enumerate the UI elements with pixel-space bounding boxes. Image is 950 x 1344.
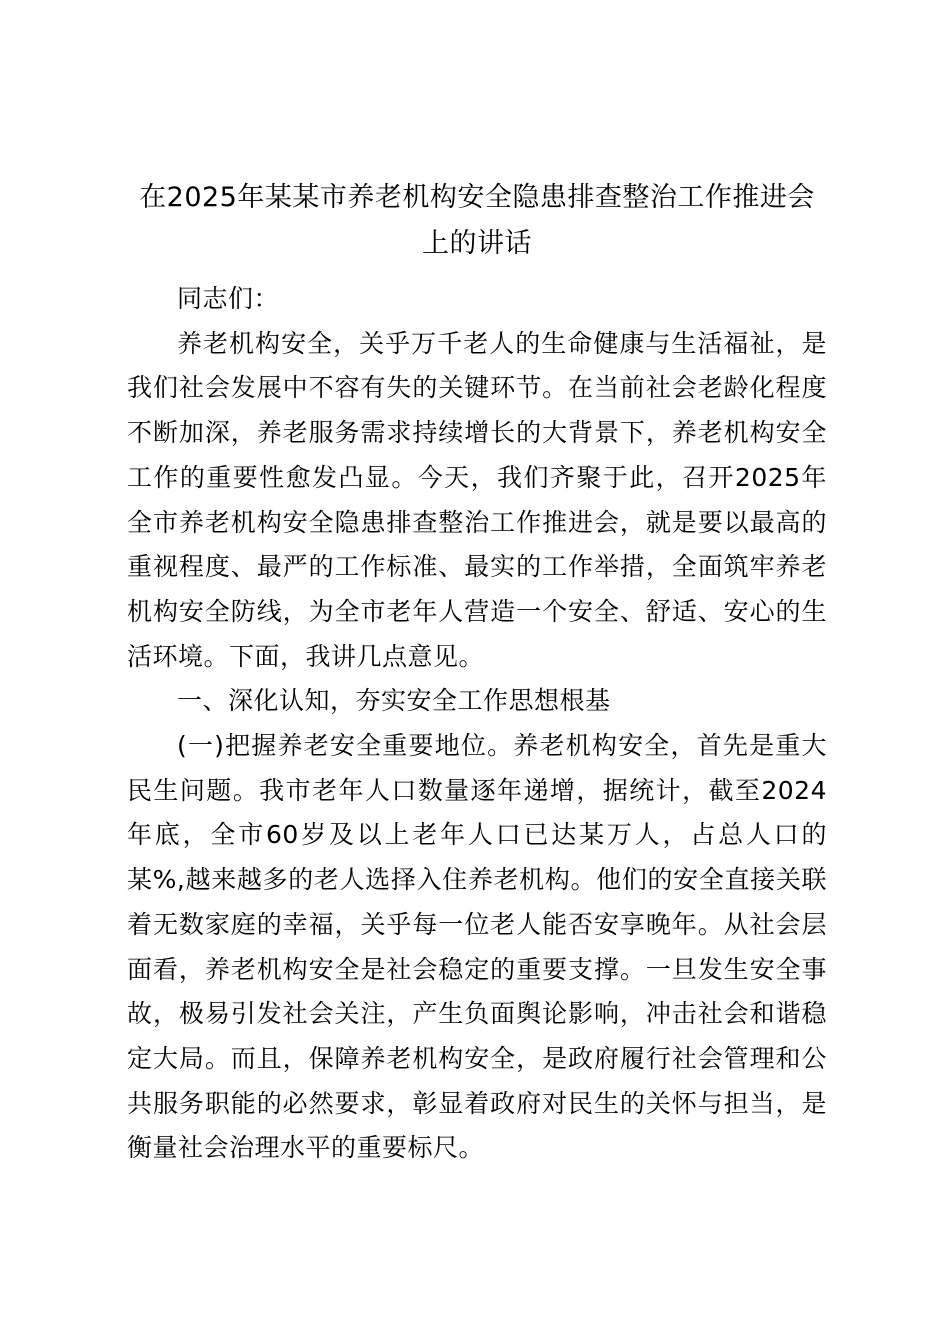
body-paragraph: (一)把握养老安全重要地位。养老机构安全，首先是重大民生问题。我市老年人口数量逐年递增，据统计，截至2024年底，全市60岁及以上老年人口已达某万人，占总人口的某%,越来越多的老人选择入住养老机构。他们的安全直接关联着无数家庭的幸福，关乎每一位老人能否安享晚年。从社会层面看，养老机构安全是社会稳定的重要支撑。一旦发生安全事故，极易引发社会关注，产生负面舆论影响，冲击社会和谐稳定大局。而且，保障养老机构安全，是政府履行社会管理和公共服务职能的必然要求，彰显着政府对民生的关怀与担当，是衡量社会治理水平的重要标尺。 [127,731,827,1163]
document-title [127,175,827,267]
salutation: 同志们： [177,284,280,313]
title-line-2: 上的讲话 [422,228,532,259]
title-line-1: 在2025年某某市养老机构安全隐患排查整治工作推进会 [139,182,815,213]
intro-paragraph: 养老机构安全，关乎万千老人的生命健康与生活福祉，是我们社会发展中不容有失的关键环节。在当前社会老龄化程度不断加深，养老服务需求持续增长的大背景下，养老机构安全工作的重要性愈发凸显。今天，我们齐聚于此，召开2025年全市养老机构安全隐患排查整治工作推进会，就是要以最高的重视程度、最严的工作标准、最实的工作举措，全面筑牢养老机构安全防线，为全市老年人营造一个安全、舒适、安心的生活环境。下面，我讲几点意见。 [127,328,827,671]
section-heading: 一、深化认知，夯实安全工作思想根基 [177,686,611,716]
document-body [127,175,827,1171]
